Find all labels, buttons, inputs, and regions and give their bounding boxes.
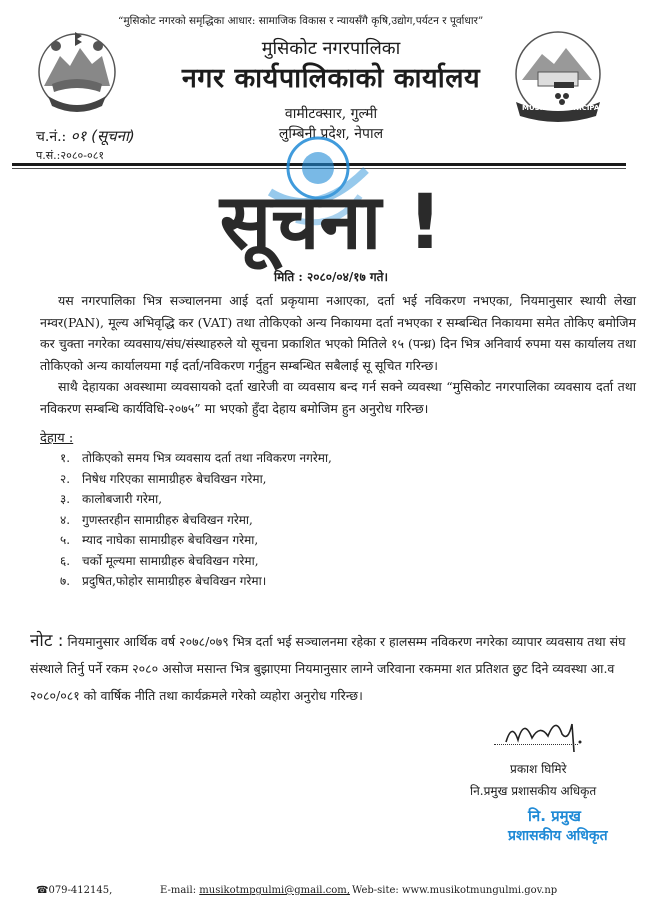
designation-stamp-line-1: नि. प्रमुख bbox=[528, 807, 581, 825]
notice-paragraph-2: साथै देहायका अवस्थामा व्यवसायको दर्ता खारेजी वा व्यवसाय बन्द गर्न सक्ने व्यवस्था “मुसिकोट नगरपालिका व्यवसाय दर्ता तथा नविकरण सम्बन्धि कार्यविधि-२०७५” मा भएको हुँदा देहाय बमोजिम हुन अनुरोध गरिन्छ। bbox=[40, 379, 636, 416]
list-item bbox=[60, 448, 332, 469]
notice-paragraph-1: यस नगरपालिका भित्र सञ्चालनमा आई दर्ता प्रकृयामा नआएका, दर्ता भई नविकरण नभएका, नियमानुसार स्थायी लेखा नम्वर(PAN), मूल्य अभिवृद्धि कर (VAT) तथा तोकिएको अन्य निकायमा दर्ता नभएका र सम्बन्धित निकायमा समेत तोकिए बमोजिम कर चुक्ता नगरेका व्यवसाय/संघ/संस्थाहरुले यो सूचना प्रकाशित भएको मितिले १५ (पन्ध्र) दिन भित्र अनिवार्य रुपमा यस कार्यालय तथा तोकिएको अन्य कार्यालयमा गई दर्ता/नविकरण गर्नुहुन सम्बन्धित सबैलाई सू सूचित गरिन्छ। bbox=[40, 293, 636, 373]
reference-value: ०१ (सूचना) bbox=[70, 127, 135, 145]
footer-email bbox=[160, 885, 350, 896]
list-item bbox=[60, 530, 332, 551]
item-text: प्रदुषित,फोहोर सामाग्रीहरु बेचविखन गरेमा। bbox=[82, 574, 267, 588]
notice-title: सूचना ! bbox=[219, 177, 443, 266]
handwritten-signature bbox=[498, 712, 588, 754]
footer-website: Web-site: www.musikotmungulmi.gov.np bbox=[352, 885, 558, 896]
conditions-list bbox=[60, 448, 332, 592]
item-number: ४. bbox=[60, 512, 71, 527]
list-item bbox=[60, 551, 332, 572]
item-text: कालोबजारी गरेमा, bbox=[82, 492, 163, 506]
reference-number bbox=[36, 126, 135, 146]
item-number: ६. bbox=[60, 553, 71, 568]
item-text: चर्को मूल्यमा सामाग्रीहरु बेचविखन गरेमा, bbox=[82, 553, 259, 568]
list-item bbox=[60, 571, 332, 592]
signature-line bbox=[494, 744, 578, 745]
item-number: २. bbox=[60, 471, 71, 486]
designation-stamp-line-2: प्रशासकीय अधिकृत bbox=[508, 828, 608, 844]
municipality-motto: “मुसिकोट नगरको समृद्धिका आधार: सामाजिक विकास र न्यायसँगै कृषि,उद्योग,पर्यटन र पूर्वाधार” bbox=[118, 15, 484, 27]
footer-phone: ☎079-412145, bbox=[36, 885, 113, 896]
fiscal-year: प.सं.:२०८०-०८१ bbox=[36, 149, 105, 162]
item-number: ३. bbox=[60, 492, 71, 506]
list-item bbox=[60, 489, 332, 510]
list-item bbox=[60, 469, 332, 490]
signatory-name: प्रकाश घिमिरे bbox=[510, 762, 567, 776]
item-text: गुणस्तरहीन सामाग्रीहरु बेचविखन गरेमा, bbox=[82, 512, 253, 527]
office-name: नगर कार्यपालिकाको कार्यालय bbox=[181, 63, 481, 94]
item-text: निषेध गरिएका सामाग्रीहरु बेचविखन गरेमा, bbox=[82, 471, 267, 486]
item-number: ५. bbox=[60, 533, 71, 547]
email-label: E-mail: bbox=[160, 885, 200, 896]
item-text: तोकिएको समय भित्र व्यवसाय दर्ता तथा नविकरण नगरेमा, bbox=[82, 451, 332, 465]
logo-text: MUSIKOT MUNICIPALITY bbox=[522, 104, 617, 112]
note-label: नोट : bbox=[30, 631, 64, 651]
address-line-1: वामीटक्सार, गुल्मी bbox=[284, 106, 378, 122]
notice-date: मिति : २०८०/०४/१७ गते। bbox=[273, 270, 389, 284]
item-number: १. bbox=[60, 451, 71, 465]
email-link[interactable]: musikotmpgulmi@gmail.com, bbox=[199, 885, 350, 896]
note-text: नियमानुसार आर्थिक वर्ष २०७८/०७९ भित्र दर्ता भई सञ्चालनमा रहेका र हालसम्म नविकरण नगरेका व्यापार व्यवसाय तथा संघ संस्थाले तिर्नु पर्ने रकम २०८० असोज मसान्त भित्र बुझाएमा नियमानुसार लाग्ने जरिवाना रकममा शत प्रतिशत छुट दिने व्यवस्था आ.व २०८०/०८१ को वार्षिक नीति तथा कार्यक्रमले गरेको व्यहोरा अनुरोध गरिन्छ। bbox=[30, 634, 626, 703]
municipality-name: मुसिकोट नगरपालिका bbox=[261, 38, 401, 59]
list-item bbox=[60, 510, 332, 531]
item-number: ७. bbox=[60, 574, 71, 588]
item-text: म्याद नाघेका सामाग्रीहरु बेचविखन गरेमा, bbox=[82, 533, 259, 547]
reference-label: च.नं.: bbox=[36, 129, 67, 145]
signatory-designation: नि.प्रमुख प्रशासकीय अधिकृत bbox=[470, 784, 597, 798]
conditions-heading: देहाय : bbox=[40, 431, 74, 446]
address-line-2: लुम्बिनी प्रदेश, नेपाल bbox=[278, 126, 384, 142]
note-paragraph bbox=[30, 628, 638, 709]
